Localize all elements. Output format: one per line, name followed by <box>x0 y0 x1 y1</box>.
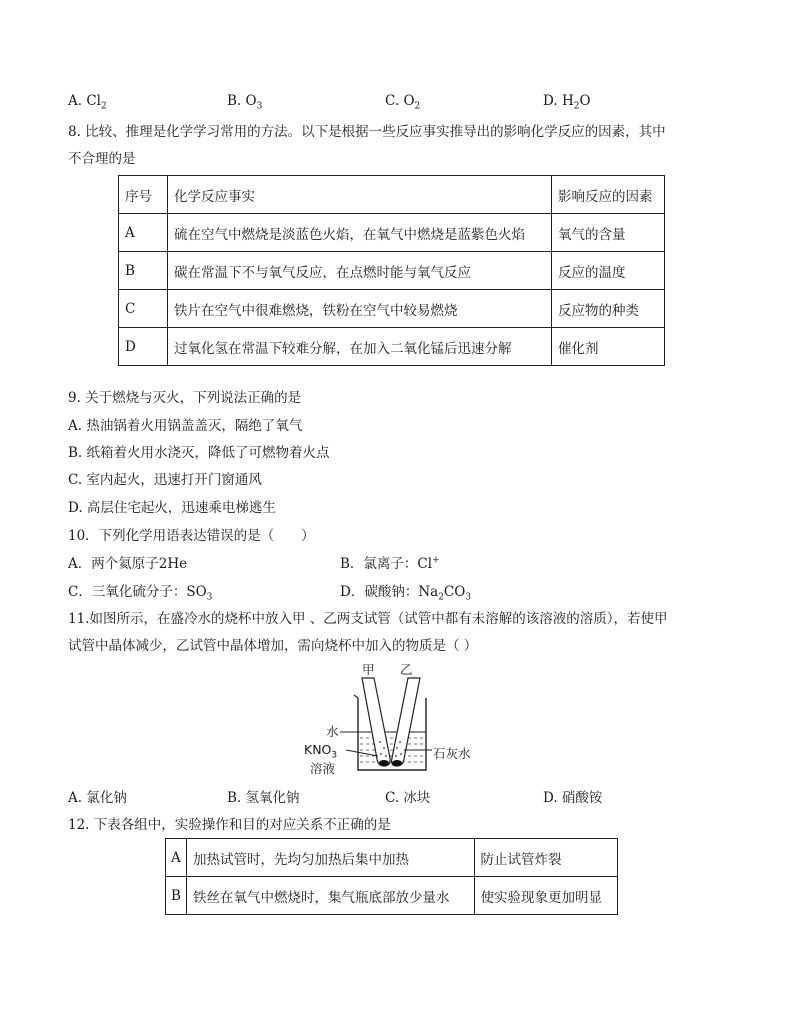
table-cell: B <box>166 877 187 915</box>
q11-option-c: C. 冰块 <box>385 790 431 806</box>
q10-option-a: A．两个氦原子2He <box>68 556 188 572</box>
q10-stem: 10．下列化学用语表达错误的是（ ） <box>68 528 315 544</box>
label-jia: 甲 <box>362 662 375 677</box>
q9-option-a: A. 热油锅着火用锅盖盖灭，隔绝了氧气 <box>68 418 303 434</box>
q9-option-b: B. 纸箱着火用水浇灭，降低了可燃物着火点 <box>68 445 330 461</box>
table-cell: 碳在常温下不与氧气反应，在点燃时能与氧气反应 <box>168 252 552 290</box>
table-cell: C <box>119 290 168 328</box>
q10-option-d: D．碳酸钠：$Na_2CO_3$ <box>340 584 472 603</box>
label-yi: 乙 <box>400 662 413 677</box>
table-header-cell: 化学反应事实 <box>168 176 552 214</box>
table-row <box>119 176 665 214</box>
label-limewater: 石灰水 <box>433 746 471 761</box>
q11-stem-line1: 11.如图所示，在盛冷水的烧杯中放入甲 、乙两支试管（试管中都有未溶解的该溶液的溶质），若使甲 <box>68 611 668 627</box>
q9-option-d: D. 高层住宅起火，迅速乘电梯逃生 <box>68 500 276 516</box>
q10-option-c: C．三氧化硫分子：$SO_3$ <box>68 584 213 603</box>
q8-stem-line2: 不合理的是 <box>68 151 136 167</box>
table-cell: B <box>119 252 168 290</box>
table-cell: 加热试管时，先均匀加热后集中加热 <box>187 839 475 877</box>
table-row <box>119 328 665 366</box>
table-row <box>119 214 665 252</box>
q7-option-c: C. $O_2$ <box>385 93 421 112</box>
table-row <box>166 839 618 877</box>
q8-table <box>118 175 665 366</box>
table-row <box>119 252 665 290</box>
q7-option-b: B. $O_3$ <box>227 93 263 112</box>
table-cell: A <box>119 214 168 252</box>
q11-option-a: A. 氯化钠 <box>68 790 127 806</box>
q10-option-b: B．氯离子：Cl+ <box>340 555 440 572</box>
beaker-figure <box>300 658 500 776</box>
q12-stem: 12. 下表各组中，实验操作和目的对应关系不正确的是 <box>68 817 391 833</box>
table-row <box>119 290 665 328</box>
table-header-cell: 序号 <box>119 176 168 214</box>
table-cell: 过氧化氢在常温下较难分解，在加入二氧化锰后迅速分解 <box>168 328 552 366</box>
table-cell: 氧气的含量 <box>552 214 665 252</box>
q7-option-d: D. $H_2O$ <box>543 93 591 112</box>
label-solution: 溶液 <box>310 761 336 776</box>
table-cell: 反应物的种类 <box>552 290 665 328</box>
beaker-drawing <box>300 658 500 776</box>
table-cell: 反应的温度 <box>552 252 665 290</box>
q9-option-c: C. 室内起火，迅速打开门窗通风 <box>68 472 262 488</box>
table-row <box>166 877 618 915</box>
q8-stem-line1: 8. 比较、推理是化学学习常用的方法。以下是根据一些反应事实推导出的影响化学反应的因素，其中 <box>68 124 666 140</box>
table-cell: D <box>119 328 168 366</box>
table-cell: 催化剂 <box>552 328 665 366</box>
table-cell: 硫在空气中燃烧是淡蓝色火焰，在氧气中燃烧是蓝紫色火焰 <box>168 214 552 252</box>
table-header-cell: 影响反应的因素 <box>552 176 665 214</box>
label-kno3: $KNO_3$ <box>304 742 338 761</box>
table-cell: A <box>166 839 187 877</box>
table-cell: 使实验现象更加明显 <box>474 877 618 915</box>
q11-stem-line2: 试管中晶体减少，乙试管中晶体增加，需向烧杯中加入的物质是（ ） <box>68 638 478 654</box>
label-water: 水 <box>326 724 339 739</box>
q7-option-a: A. $Cl_2$ <box>68 93 107 112</box>
q9-stem: 9. 关于燃烧与灭火，下列说法正确的是 <box>68 390 302 406</box>
table-cell: 铁片在空气中很难燃烧，铁粉在空气中较易燃烧 <box>168 290 552 328</box>
q11-option-b: B. 氢氧化钠 <box>227 790 300 806</box>
table-cell: 铁丝在氧气中燃烧时，集气瓶底部放少量水 <box>187 877 475 915</box>
q11-option-d: D. 硝酸铵 <box>543 790 603 806</box>
table-cell: 防止试管炸裂 <box>474 839 618 877</box>
q12-table <box>165 838 618 915</box>
